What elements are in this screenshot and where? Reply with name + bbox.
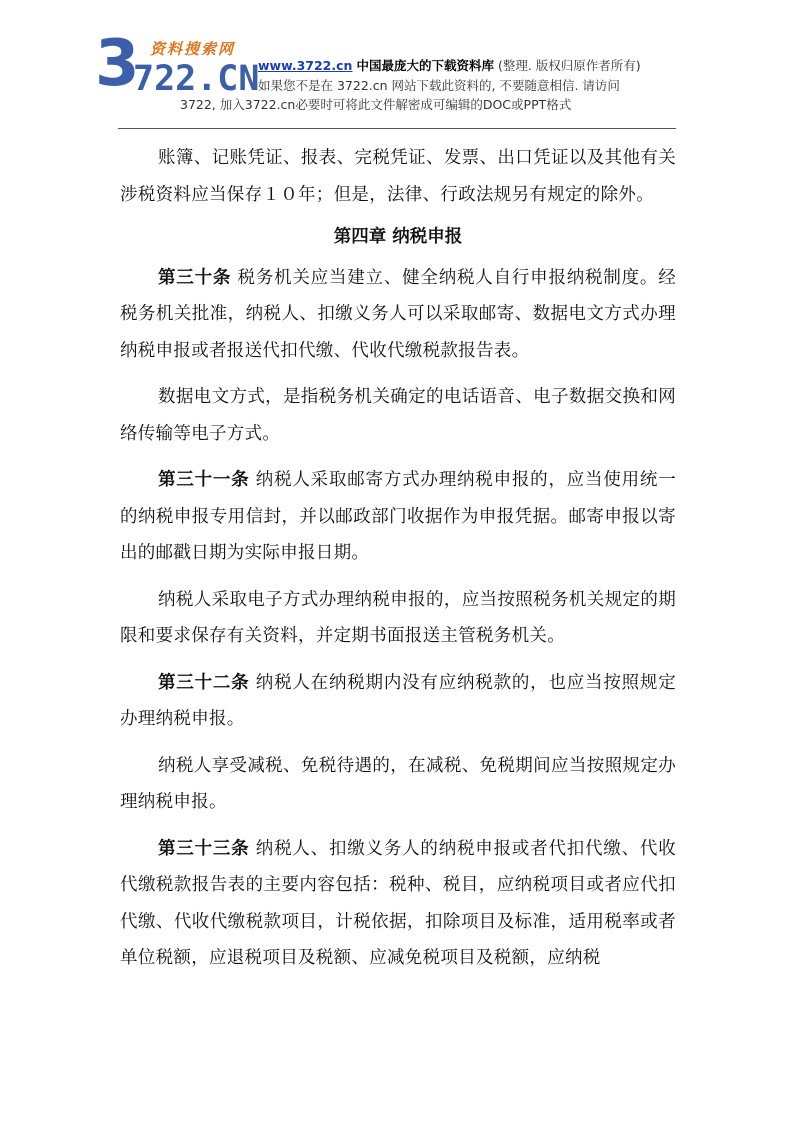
article-31-text: 纳税人采取邮寄方式办理纳税申报的，应当使用统一的纳税申报专用信封，并以邮政部门收据作为申报凭据。邮寄申报以寄出的邮戳日期为实际申报日期。 [120,470,676,563]
logo-tagline: 资料搜索网 [150,40,236,58]
logo-digit: 3 [95,27,140,101]
paragraph-archive-retention [120,140,676,213]
header-divider [118,128,676,129]
copyright-note: (整理. 版权归原作者所有) [497,58,641,73]
article-30-title: 第三十条 [158,267,232,288]
article-32-text: 纳税人在纳税期内没有应纳税款的，也应当按照规定办理纳税申报。 [120,672,676,729]
article-31-para-2: 纳税人采取电子方式办理纳税申报的，应当按照税务机关规定的期限和要求保存有关资料，并定期书面报送主管税务机关。 [120,589,676,646]
article-30-para-2: 数据电文方式，是指税务机关确定的电话语音、电子数据交换和网络传输等电子方式。 [120,387,676,444]
article-33-text: 纳税人、扣缴义务人的纳税申报或者代扣代缴、代收代缴税款报告表的主要内容包括：税种、税目，应纳税项目或者应代扣代缴、代收代缴税款项目，计税依据，扣除项目及标准，适用税率或者单位税额，应退税项目及税额、应减免税项目及税额，应纳税 [120,838,676,968]
article-31-title: 第三十一条 [158,470,250,490]
article-30-text: 税务机关应当建立、健全纳税人自行申报纳税制度。经税务机关批准，纳税人、扣缴义务人可以采取邮寄、数据电文方式办理纳税申报或者报送代扣代缴、代收代缴税款报告表。 [120,267,677,361]
header-line-2: 如果您不是在 3722.cn 网站下载此资料的, 不要随意相信. 请访问 [258,78,620,93]
article-31 [120,462,676,572]
logo-text: 722.CN [133,59,260,99]
p1-line1: 账簿、记账凭证、报表、完税凭证、发票、出口凭证以及其他有 [158,148,659,168]
site-url-link[interactable]: www.3722.cn [258,58,353,73]
page-header [0,0,794,130]
article-32 [120,665,676,738]
header-line-3: 3722, 加入3722.cn必要时可将此文件解密成可编辑的DOC或PPT格式 [180,97,572,112]
site-slogan: 中国最庞大的下载资料库 [356,58,494,73]
article-33 [120,831,676,977]
chapter-heading: 第四章 纳税申报 [333,227,463,247]
header-line-1 [258,56,641,74]
article-32-title: 第三十二条 [158,672,250,693]
article-32-para-2: 纳税人享受减税、免税待遇的，在减税、免税期间应当按照规定办理纳税申报。 [120,755,676,812]
article-30 [120,260,676,370]
article-33-title: 第三十三条 [158,838,250,859]
p1-line2: 关涉税资料应当保存１０年；但是，法律、行政法规另有规定的除外。 [120,148,676,205]
document-body [120,140,676,977]
